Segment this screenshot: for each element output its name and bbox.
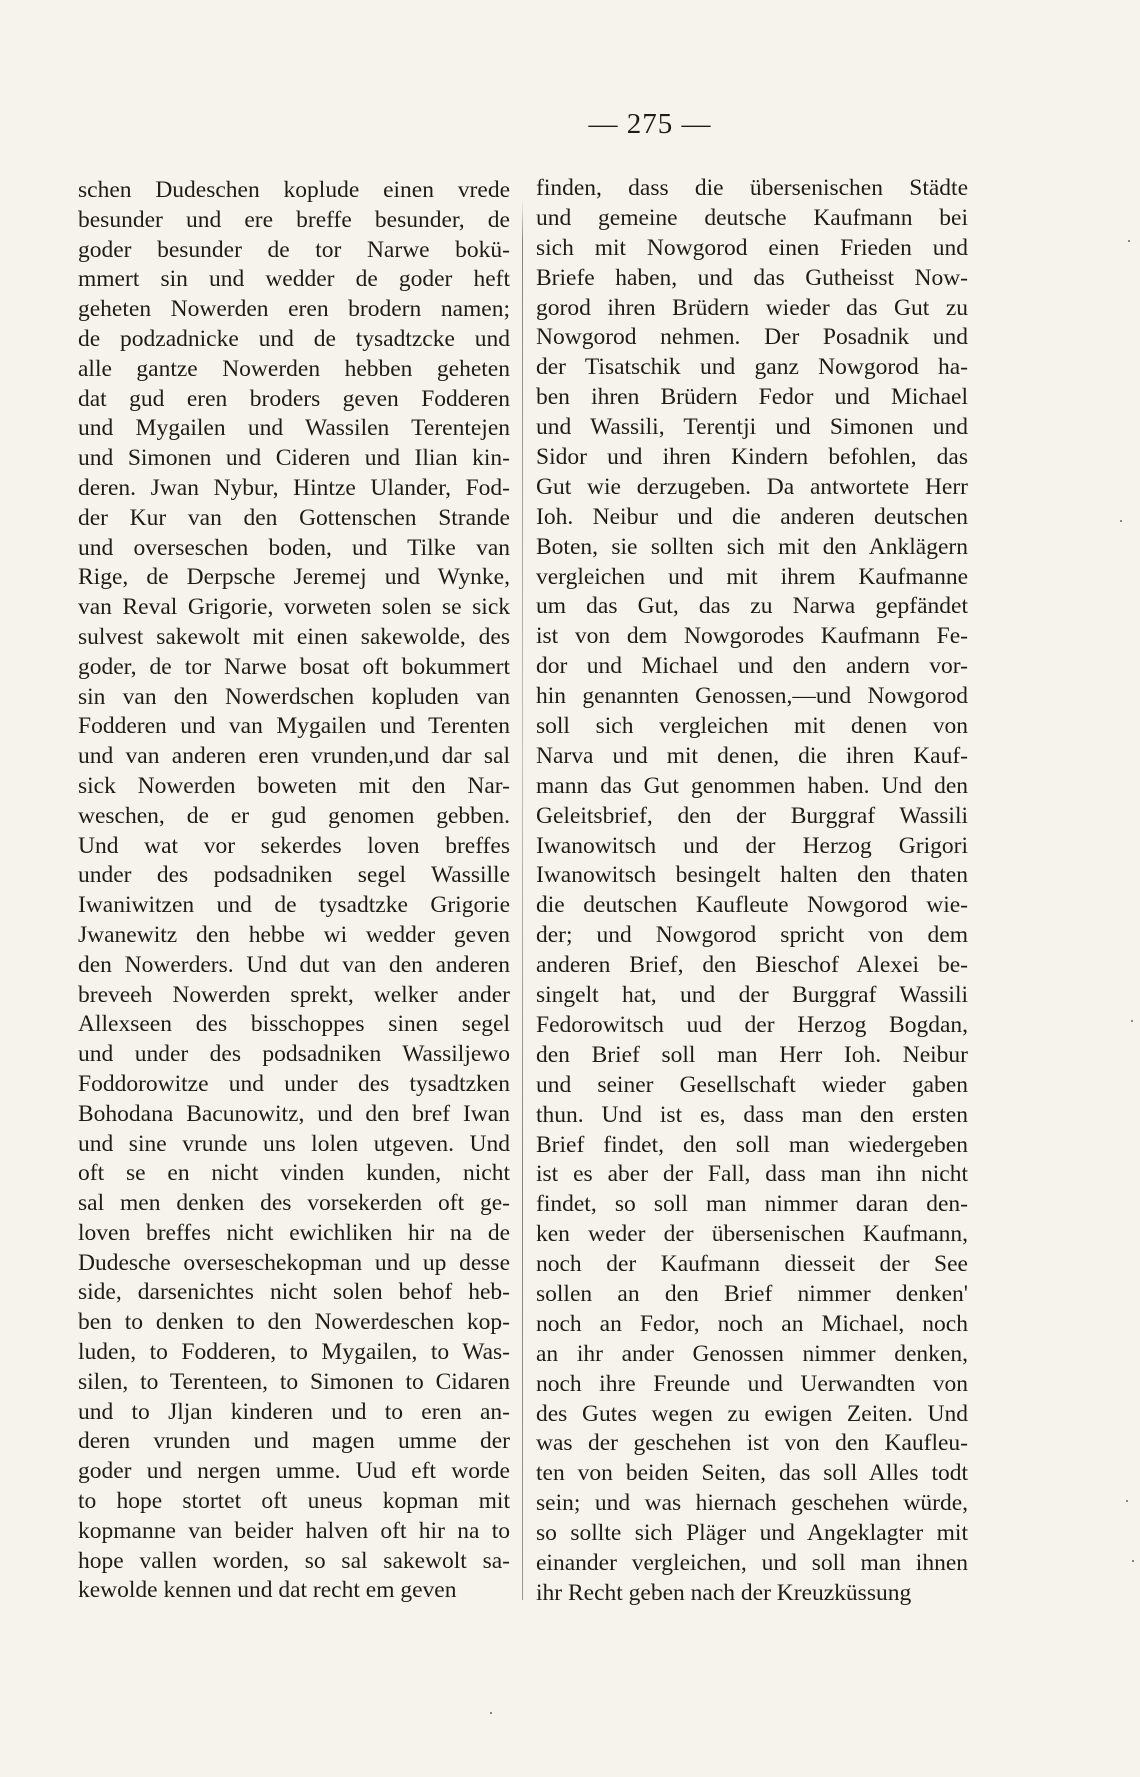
right-text-line: singelt hat, und der Burggraf Wassili xyxy=(536,982,968,1009)
right-text-line: finden, dass die übersenischen Städte xyxy=(536,175,968,201)
left-text-line: ben to denken to den Nowerdeschen kop- xyxy=(78,1309,510,1336)
right-text-line: Geleitsbrief, den der Burggraf Wassili xyxy=(536,802,968,829)
left-text-line: sal men denken des vorsekerden oft ge- xyxy=(78,1190,510,1217)
print-speck xyxy=(490,1712,492,1714)
left-text-line: weschen, de er gud genomen gebben. xyxy=(78,802,510,829)
left-text-line: und sine vrunde uns lolen utgeven. Und xyxy=(78,1130,510,1157)
right-text-line: Brief findet, den soll man wiedergeben xyxy=(536,1131,968,1158)
left-text-line: schen Dudeschen koplude einen vrede xyxy=(78,177,510,203)
right-text-line: und gemeine deutsche Kaufmann bei xyxy=(536,204,968,231)
right-text-line: gorod ihren Brüdern wieder das Gut zu xyxy=(536,294,968,321)
left-text-line: sin van den Nowerdschen kopluden van xyxy=(78,683,510,710)
left-text-line: und Simonen und Cideren und Ilian kin- xyxy=(78,445,510,472)
right-text-line: ben ihren Brüdern Fedor und Michael xyxy=(536,384,968,411)
left-text-line: breveeh Nowerden sprekt, welker ander xyxy=(78,981,510,1008)
left-text-line: kewolde kennen und dat recht em geven xyxy=(78,1577,457,1604)
left-text-line: goder und nergen umme. Uud eft worde xyxy=(78,1458,510,1485)
right-text-line: thun. Und ist es, dass man den ersten xyxy=(536,1101,968,1128)
right-text-line: sollen an den Brief nimmer denken' xyxy=(536,1280,968,1307)
right-text-line: Iwanowitsch und der Herzog Grigori xyxy=(536,832,968,859)
right-text-line: noch der Kaufmann diesseit der See xyxy=(536,1251,968,1278)
right-text-line: Iwanowitsch besingelt halten den thaten xyxy=(536,862,968,889)
right-text-line: findet, so soll man nimmer daran den- xyxy=(536,1191,968,1218)
right-text-line: einander vergleichen, und soll man ihnen xyxy=(536,1549,968,1576)
right-text-line: und Wassili, Terentji und Simonen und xyxy=(536,414,968,441)
left-text-line: Fodderen und van Mygailen und Terenten xyxy=(78,713,510,740)
right-text-line: den Brief soll man Herr Ioh. Neibur xyxy=(536,1041,968,1068)
right-column-german-translation xyxy=(536,174,968,1609)
left-text-line: deren. Jwan Nybur, Hintze Ulander, Fod- xyxy=(78,474,510,501)
left-text-line: mmert sin und wedder de goder heft xyxy=(78,266,510,293)
left-text-line: de podzadnicke und de tysadtzcke und xyxy=(78,325,510,352)
left-text-line: loven breffes nicht ewichliken hir na de xyxy=(78,1219,510,1246)
left-text-line: Iwaniwitzen und de tysadtzke Grigorie xyxy=(78,892,510,919)
left-text-line: sulvest sakewolt mit einen sakewolde, des xyxy=(78,623,510,650)
right-text-line: um das Gut, das zu Narwa gepfändet xyxy=(536,593,968,620)
right-text-line: noch ihre Freunde und Uerwandten von xyxy=(536,1370,968,1397)
right-text-line: sein; und was hiernach geschehen würde, xyxy=(536,1490,968,1517)
right-text-line: anderen Brief, den Bieschof Alexei be- xyxy=(536,952,968,979)
left-text-line: und overseschen boden, und Tilke van xyxy=(78,534,510,561)
print-speck xyxy=(1132,1560,1134,1562)
column-divider xyxy=(522,200,523,1600)
left-text-line: side, darsenichtes nicht solen behof heb- xyxy=(78,1279,510,1306)
right-text-line: und seiner Gesellschaft wieder gaben xyxy=(536,1071,968,1098)
right-text-line: Nowgorod nehmen. Der Posadnik und xyxy=(536,324,968,351)
left-text-line: und van anderen eren vrunden,und dar sal xyxy=(78,743,510,770)
right-text-line: Briefe haben, und das Gutheisst Now- xyxy=(536,264,968,291)
right-text-line: des Gutes wegen zu ewigen Zeiten. Und xyxy=(536,1400,968,1427)
left-text-line: alle gantze Nowerden hebben geheten xyxy=(78,355,510,382)
right-text-line: soll sich vergleichen mit denen von xyxy=(536,713,968,740)
left-text-line: den Nowerders. Und dut van den anderen xyxy=(78,951,510,978)
page-number: — 275 — xyxy=(588,108,712,140)
left-text-line: Jwanewitz den hebbe wi wedder geven xyxy=(78,921,510,948)
left-text-line: luden, to Fodderen, to Mygailen, to Was- xyxy=(78,1339,510,1366)
right-text-line: so sollte sich Pläger und Angeklagter mit xyxy=(536,1520,968,1547)
right-text-line: ihr Recht geben nach der Kreuzküssung xyxy=(536,1579,912,1606)
right-text-line: an ihr ander Genossen nimmer denken, xyxy=(536,1340,968,1367)
left-text-line: der Kur van den Gottenschen Strande xyxy=(78,504,510,531)
print-speck xyxy=(1131,1020,1133,1022)
right-text-line: noch an Fedor, noch an Michael, noch xyxy=(536,1310,968,1337)
left-text-line: und Mygailen und Wassilen Terentejen xyxy=(78,415,510,442)
right-text-line: Sidor und ihren Kindern befohlen, das xyxy=(536,444,968,471)
right-text-line: der Tisatschik und ganz Nowgorod ha- xyxy=(536,354,968,381)
left-text-line: goder besunder de tor Narwe bokü- xyxy=(78,236,510,263)
right-text-line: Boten, sie sollten sich mit den Anklägern xyxy=(536,533,968,560)
left-text-line: Rige, de Derpsche Jeremej und Wynke, xyxy=(78,564,510,591)
right-text-line: Gut wie derzugeben. Da antwortete Herr xyxy=(536,473,968,500)
left-text-line: Und wat vor sekerdes loven breffes xyxy=(78,832,510,859)
left-text-line: deren vrunden und magen umme der xyxy=(78,1428,510,1455)
right-text-line: die deutschen Kaufleute Nowgorod wie- xyxy=(536,892,968,919)
right-text-line: vergleichen und mit ihrem Kaufmanne xyxy=(536,563,968,590)
left-text-line: van Reval Grigorie, vorweten solen se sick xyxy=(78,594,510,621)
left-text-line: oft se en nicht vinden kunden, nicht xyxy=(78,1160,510,1187)
left-text-line: besunder und ere breffe besunder, de xyxy=(78,206,510,233)
left-text-line: hope vallen worden, so sal sakewolt sa- xyxy=(78,1547,510,1574)
right-text-line: was der geschehen ist von den Kaufleu- xyxy=(536,1430,968,1457)
print-speck xyxy=(1126,1500,1128,1502)
right-text-line: Ioh. Neibur und die anderen deutschen xyxy=(536,503,968,530)
left-text-line: dat gud eren broders geven Fodderen xyxy=(78,385,510,412)
right-text-line: mann das Gut genommen haben. Und den xyxy=(536,772,968,799)
right-text-line: der; und Nowgorod spricht von dem xyxy=(536,922,968,949)
left-text-line: Dudesche overseschekopman und up desse xyxy=(78,1249,510,1276)
print-speck xyxy=(1120,520,1122,522)
left-text-line: silen, to Terenteen, to Simonen to Cidaren xyxy=(78,1368,510,1395)
right-text-line: dor und Michael und den andern vor- xyxy=(536,653,968,680)
left-text-line: kopmanne van beider halven oft hir na to xyxy=(78,1517,510,1544)
right-text-line: sich mit Nowgorod einen Frieden und xyxy=(536,234,968,261)
left-text-line: und to Jljan kinderen und to eren an- xyxy=(78,1398,510,1425)
left-text-line: sick Nowerden boweten mit den Nar- xyxy=(78,772,510,799)
left-text-line: Foddorowitze und under des tysadtzken xyxy=(78,1070,510,1097)
left-text-line: Allexseen des bisschoppes sinen segel xyxy=(78,1011,510,1038)
right-text-line: ist es aber der Fall, dass man ihn nicht xyxy=(536,1161,968,1188)
left-text-line: under des podsadniken segel Wassille xyxy=(78,862,510,889)
left-column-low-german xyxy=(78,176,510,1606)
right-text-line: ist von dem Nowgorodes Kaufmann Fe- xyxy=(536,623,968,650)
right-text-line: Narva und mit denen, die ihren Kauf- xyxy=(536,742,968,769)
right-text-line: hin genannten Genossen,—und Nowgorod xyxy=(536,683,968,710)
left-text-line: und under des podsadniken Wassiljewo xyxy=(78,1041,510,1068)
print-speck xyxy=(1128,240,1130,242)
left-text-line: geheten Nowerden eren brodern namen; xyxy=(78,296,510,323)
right-text-line: ken weder der übersenischen Kaufmann, xyxy=(536,1221,968,1248)
left-text-line: goder, de tor Narwe bosat oft bokummert xyxy=(78,653,510,680)
left-text-line: Bohodana Bacunowitz, und den bref Iwan xyxy=(78,1100,510,1127)
left-text-line: to hope stortet oft uneus kopman mit xyxy=(78,1488,510,1515)
right-text-line: Fedorowitsch uud der Herzog Bogdan, xyxy=(536,1011,968,1038)
right-text-line: ten von beiden Seiten, das soll Alles todt xyxy=(536,1460,968,1487)
